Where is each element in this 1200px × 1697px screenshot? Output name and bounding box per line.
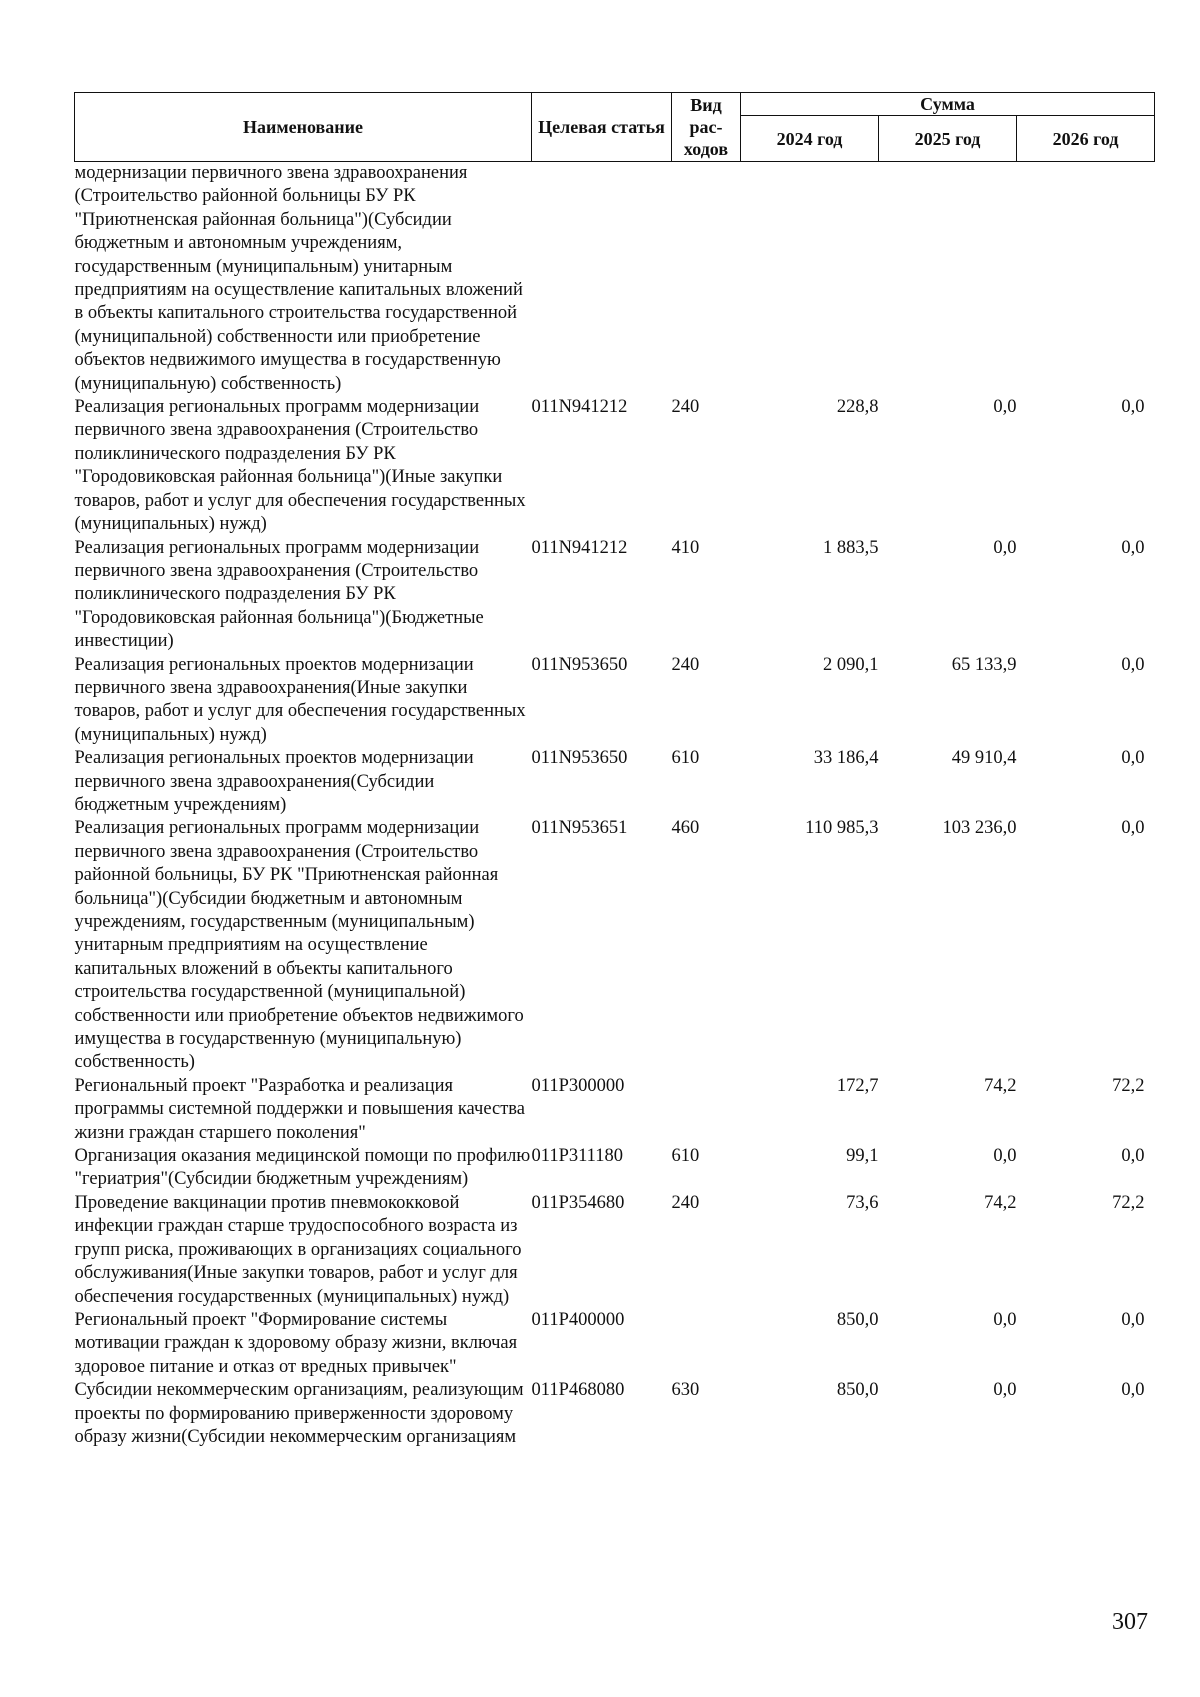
header-year-2025: 2025 год	[879, 116, 1017, 162]
table-row	[75, 1379, 1155, 1449]
budget-table	[74, 92, 1155, 1449]
row-name: Региональный проект "Формирование системы мотивации граждан к здоровому образу жизни, включая здоровое питание и отказ от вредных привычек"	[74, 1309, 518, 1377]
row-value-2025	[879, 162, 1017, 397]
row-value-2025: 74,2	[984, 1075, 1017, 1096]
row-type: 460	[671, 818, 700, 839]
row-value-2026: 72,2	[1112, 1075, 1145, 1096]
table-row	[75, 537, 1155, 654]
row-value-2026: 0,0	[1121, 397, 1145, 418]
table-row	[75, 654, 1155, 748]
row-value-2024: 73,6	[846, 1192, 879, 1213]
row-code: 011P400000	[531, 1309, 625, 1330]
row-value-2024: 99,1	[846, 1146, 879, 1167]
row-code: 011P300000	[531, 1075, 625, 1096]
row-value-2024: 1 883,5	[823, 537, 879, 558]
header-name: Наименование	[75, 93, 532, 162]
row-name: Субсидии некоммерческим организациям, реализующим проекты по формированию приверженности здоровому образу жизни(Субсидии некоммерческим организациям	[74, 1380, 524, 1447]
table-row	[75, 396, 1155, 536]
table-body	[75, 162, 1155, 1450]
row-code: 011N941212	[531, 537, 628, 558]
row-value-2026: 72,2	[1112, 1192, 1145, 1213]
row-value-2024: 850,0	[836, 1380, 879, 1401]
row-value-2024: 2 090,1	[823, 654, 879, 675]
row-name: Реализация региональных программ модернизации первичного звена здравоохранения (Строительство поликлинического подразделения БУ РК "Городовиковская районная больница")(Иные закупки товаров, работ и услуг для обеспечения государственных (муниципальных) нужд)	[74, 397, 526, 535]
table-row	[75, 162, 1155, 397]
row-type	[672, 1075, 741, 1145]
header-code: Целевая статья	[532, 93, 672, 162]
row-type: 240	[671, 654, 700, 675]
row-value-2025: 74,2	[984, 1192, 1017, 1213]
row-code: 011N953650	[531, 654, 628, 675]
row-type: 410	[671, 537, 700, 558]
row-value-2026: 0,0	[1121, 818, 1145, 839]
row-value-2026: 0,0	[1121, 537, 1145, 558]
header-type: Вид рас-ходов	[672, 93, 741, 162]
table-row	[75, 1309, 1155, 1379]
row-type: 610	[671, 748, 700, 769]
table-row	[75, 1192, 1155, 1309]
table-row	[75, 1145, 1155, 1192]
row-type: 240	[671, 1192, 700, 1213]
row-value-2024	[741, 162, 879, 397]
row-value-2024: 110 985,3	[805, 818, 879, 839]
table-row	[75, 817, 1155, 1074]
row-value-2026: 0,0	[1121, 654, 1145, 675]
row-code: 011N941212	[531, 397, 628, 418]
row-value-2024: 33 186,4	[813, 748, 879, 769]
row-value-2025: 0,0	[993, 1146, 1017, 1167]
row-value-2024: 228,8	[836, 397, 879, 418]
row-name: Проведение вакцинации против пневмококковой инфекции граждан старше трудоспособного возраста из групп риска, проживающих в организациях социального обслуживания(Иные закупки товаров, работ и услуг для обеспечения государственных (муниципальных) нужд)	[74, 1192, 522, 1307]
row-value-2024: 850,0	[836, 1309, 879, 1330]
row-value-2025: 65 133,9	[951, 654, 1017, 675]
row-value-2026	[1017, 162, 1155, 397]
row-value-2025: 49 910,4	[951, 748, 1017, 769]
row-type	[672, 162, 741, 397]
row-type	[672, 1309, 741, 1379]
table-row	[75, 747, 1155, 817]
row-value-2025: 0,0	[993, 397, 1017, 418]
header-year-2024: 2024 год	[741, 116, 879, 162]
row-name: Реализация региональных проектов модернизации первичного звена здравоохранения(Субсидии бюджетным учреждениям)	[74, 748, 474, 815]
row-name: Реализация региональных программ модернизации первичного звена здравоохранения (Строительство районной больницы, БУ РК "Приютненская районная больница")(Субсидии бюджетным и автономным учреждениям, государственным (муниципальным) унитарным предприятиям на осуществление капитальных вложений в объекты капитального строительства государственной (муниципальной) собственности или приобретение объектов недвижимого имущества в государственную (муниципальную) собственность)	[74, 818, 524, 1073]
row-type: 610	[671, 1146, 700, 1167]
row-name: Реализация региональных проектов модернизации первичного звена здравоохранения(Иные закупки товаров, работ и услуг для обеспечения государственных (муниципальных) нужд)	[74, 654, 526, 745]
row-code: 011N953651	[531, 818, 628, 839]
row-code: 011P311180	[531, 1146, 623, 1167]
table-header	[75, 93, 1155, 162]
row-value-2026: 0,0	[1121, 1309, 1145, 1330]
row-value-2026: 0,0	[1121, 748, 1145, 769]
row-value-2025: 0,0	[993, 1380, 1017, 1401]
row-name: Реализация региональных программ модернизации первичного звена здравоохранения (Строительство поликлинического подразделения БУ РК "Городовиковская районная больница")(Бюджетные инвестиции)	[74, 537, 484, 652]
row-code: 011N953650	[531, 748, 628, 769]
row-value-2024: 172,7	[836, 1075, 879, 1096]
row-code: 011P354680	[531, 1192, 625, 1213]
row-name: модернизации первичного звена здравоохранения (Строительство районной больницы БУ РК "Приютненская районная больница")(Субсидии бюджетным и автономным учреждениям, государственным (муниципальным) унитарным предприятиям на осуществление капитальных вложений в объекты капитального строительства государственной (муниципальной) собственности или приобретение объектов недвижимого имущества в государственную (муниципальную) собственность)	[74, 163, 523, 394]
row-code	[532, 162, 672, 397]
header-sum: Сумма	[741, 93, 1155, 116]
row-type: 240	[671, 397, 700, 418]
row-name: Организация оказания медицинской помощи по профилю "гериатрия"(Субсидии бюджетным учреждениям)	[74, 1146, 531, 1190]
row-code: 011P468080	[531, 1380, 625, 1401]
row-value-2025: 0,0	[993, 1309, 1017, 1330]
row-name: Региональный проект "Разработка и реализация программы системной поддержки и повышения качества жизни граждан старшего поколения"	[74, 1075, 526, 1143]
row-type: 630	[671, 1380, 700, 1401]
row-value-2025: 0,0	[993, 537, 1017, 558]
table-row	[75, 1075, 1155, 1145]
header-year-2026: 2026 год	[1017, 116, 1155, 162]
row-value-2026: 0,0	[1121, 1380, 1145, 1401]
row-value-2025: 103 236,0	[942, 818, 1017, 839]
page-number: 307	[1112, 1609, 1148, 1635]
row-value-2026: 0,0	[1121, 1146, 1145, 1167]
